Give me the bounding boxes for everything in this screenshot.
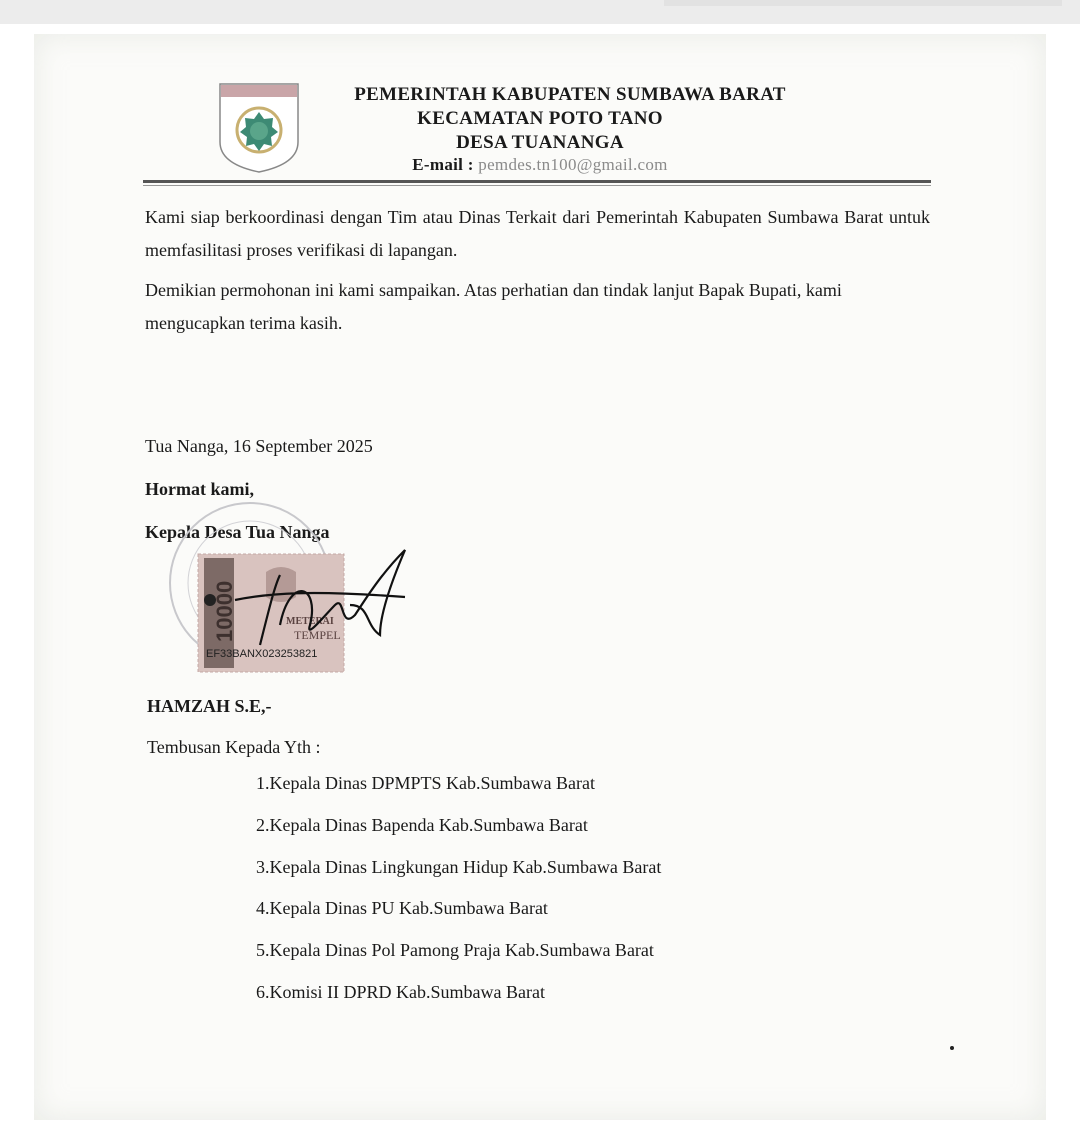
email-address: pemdes.tn100@gmail.com [478, 155, 668, 174]
top-bar [0, 0, 1080, 24]
stamp-label-tempel: TEMPEL [294, 628, 341, 642]
body-paragraph-coordination: Kami siap berkoordinasi dengan Tim atau Dinas Terkait dari Pemerintah Kabupaten Sumbawa Barat untuk memfasilitasi proses verifikasi di lapangan. [145, 207, 930, 260]
letterhead-government: PEMERINTAH KABUPATEN SUMBAWA BARAT [354, 84, 786, 105]
stamp-denomination: 10000 [212, 580, 237, 642]
letterhead-district: KECAMATAN POTO TANO [417, 108, 663, 129]
place-date: Tua Nanga, 16 September 2025 [145, 436, 373, 456]
cc-list-item: 6.Komisi II DPRD Kab.Sumbawa Barat [256, 982, 545, 1002]
signatory-position: Kepala Desa Tua Nanga [145, 522, 330, 542]
letterhead-email [0, 155, 1080, 175]
cc-list-item: 1.Kepala Dinas DPMPTS Kab.Sumbawa Barat [256, 773, 595, 793]
body-paragraph-closing: Demikian permohonan ini kami sampaikan. Atas perhatian dan tindak lanjut Bapak Bupati, kami mengucapkan terima kasih. [145, 280, 842, 333]
cc-list-item: 3.Kepala Dinas Lingkungan Hidup Kab.Sumbawa Barat [256, 857, 662, 877]
top-bar-pill [664, 0, 1062, 6]
handwritten-signature [230, 545, 410, 655]
cc-list-item: 4.Kepala Dinas PU Kab.Sumbawa Barat [256, 898, 548, 918]
letterhead-divider [143, 180, 931, 183]
ink-dot [950, 1046, 954, 1050]
stamp-label-meterai: METERAI [286, 616, 334, 627]
cc-heading: Tembusan Kepada Yth : [147, 737, 321, 757]
letterhead-divider-thin [143, 185, 931, 186]
stamp-serial: EF33BANX023253821 [206, 648, 318, 660]
signatory-name: HAMZAH S.E,- [147, 696, 272, 716]
email-label: E-mail : [412, 155, 474, 174]
cc-list-item: 2.Kepala Dinas Bapenda Kab.Sumbawa Barat [256, 815, 588, 835]
salutation: Hormat kami, [145, 479, 254, 499]
letterhead-village: DESA TUANANGA [456, 132, 624, 153]
cc-list-item: 5.Kepala Dinas Pol Pamong Praja Kab.Sumbawa Barat [256, 940, 654, 960]
